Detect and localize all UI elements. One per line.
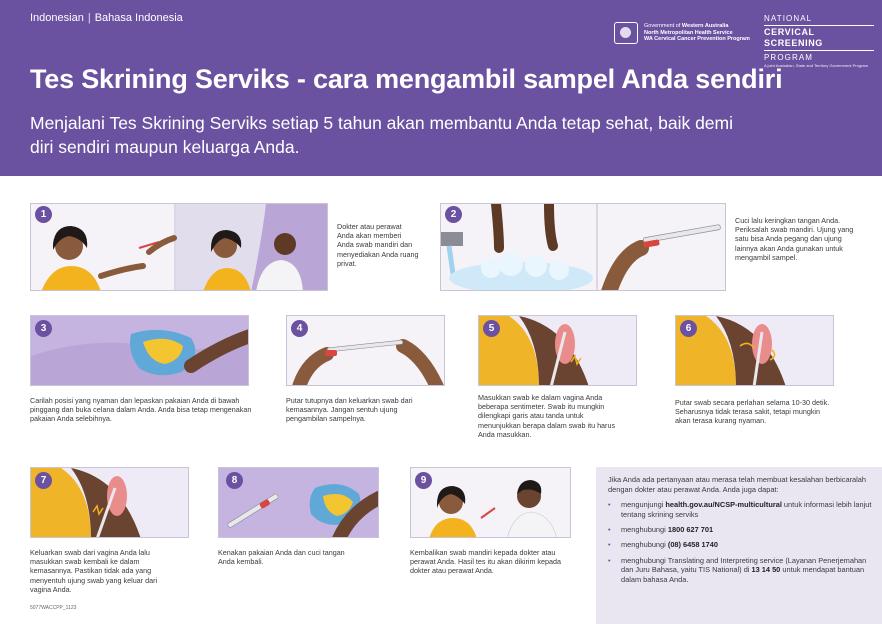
phone-number-1: 1800 627 701 — [667, 525, 714, 534]
program-logo: NATIONAL CERVICAL SCREENING PROGRAM A joint Australian, State and Territory Government Program — [764, 13, 874, 69]
step-4-scene — [287, 316, 445, 386]
step-6-caption: Putar swab secara perlahan selama 10-30 detik. Seharusnya tidak terasa sakit, tetapi mungkin akan terasa kurang nyaman. — [675, 398, 830, 426]
step-8-scene — [219, 468, 379, 538]
step-2-badge: 2 — [445, 206, 462, 223]
step-5-badge: 5 — [483, 320, 500, 337]
help-item-website: • mengunjungi health.gov.au/NCSP-multicultural untuk informasi lebih lanjut tentang skrining serviks — [608, 500, 872, 519]
step-7-caption: Keluarkan swab dari vagina Anda lalu masukkan swab kembali ke dalam kemasannya. Pastikan tidak ada yang menyentuh ujung swab yang keluar dari vagina Anda. — [30, 548, 158, 594]
step-9-badge: 9 — [415, 472, 432, 489]
step-4-badge: 4 — [291, 320, 308, 337]
help-item-tis: • menghubungi Translating and Interpreting service (Layanan Penerjemahan dan Juru Bahasa, yaitu TIS National) di 13 14 50 untuk mendapat bantuan dalam bahasa Anda. — [608, 556, 872, 584]
phone-number-2: (08) 6458 1740 — [667, 540, 718, 550]
step-6-badge: 6 — [680, 320, 697, 337]
step-5-caption: Masukkan swab ke dalam vagina Anda beberapa sentimeter. Swab itu mungkin dilengkapi garis atau tanda untuk menunjukkan berapa dalam swab itu harus Anda masukkan. — [478, 393, 616, 439]
help-info-box — [596, 467, 882, 624]
step-7-scene — [31, 468, 189, 538]
step-2-illustration — [440, 203, 726, 291]
step-1-badge: 1 — [35, 206, 52, 223]
page-title: Tes Skrining Serviks - cara mengambil sampel Anda sendiri — [30, 64, 783, 94]
step-4-illustration — [286, 315, 445, 386]
header-banner — [0, 0, 882, 176]
step-9-caption: Kembalikan swab mandiri kepada dokter atau perawat Anda. Hasil tes itu akan dikirim kepada dokter atau perawat Anda. — [410, 548, 562, 576]
step-9-illustration — [410, 467, 571, 538]
step-8-badge: 8 — [226, 472, 243, 489]
step-7-badge: 7 — [35, 472, 52, 489]
help-intro: Jika Anda ada pertanyaan atau merasa telah membuat kesalahan berbicaralah dengan dokter atau perawat Anda. Anda juga dapat: — [608, 475, 867, 494]
step-3-badge: 3 — [35, 320, 52, 337]
step-7-illustration — [30, 467, 189, 538]
step-6-illustration — [675, 315, 834, 386]
step-5-scene — [479, 316, 637, 386]
help-item-phone-2: • menghubungi (08) 6458 1740 — [608, 540, 872, 549]
step-9-scene — [411, 468, 571, 538]
step-8-caption: Kenakan pakaian Anda dan cuci tangan Anda kembali. — [218, 548, 345, 567]
document-code: 5077WACCPP_1123 — [30, 605, 77, 611]
help-list — [608, 500, 872, 584]
step-1-scene — [31, 204, 328, 291]
step-3-scene — [31, 316, 249, 386]
website-link[interactable]: health.gov.au/NCSP-multicultural — [665, 500, 782, 510]
help-item-phone-1: • menghubungi 1800 627 701 — [608, 525, 872, 534]
step-3-caption: Carilah posisi yang nyaman dan lepaskan pakaian Anda di bawah pinggang dan buka celana dalam Anda. Anda bisa tetap mengenakan pakaian Anda selebihnya. — [30, 396, 252, 424]
step-2-scene — [441, 204, 726, 291]
language-label: Indonesian | Bahasa Indonesia — [30, 12, 183, 24]
step-4-caption: Putar tutupnya dan keluarkan swab dari kemasannya. Jangan sentuh ujung pengambilan sampelnya. — [286, 396, 413, 424]
step-1-illustration — [30, 203, 328, 291]
step-3-illustration — [30, 315, 249, 386]
crest-icon — [614, 22, 638, 44]
step-2-caption: Cuci lalu keringkan tangan Anda. Periksalah swab mandiri. Ujung yang satu bisa Anda pegang dan ujung lainnya akan Anda gunakan untuk mengambil sampel. — [735, 216, 854, 262]
step-1-caption: Dokter atau perawat Anda akan memberi Anda swab mandiri dan menyediakan Anda ruang privat. — [337, 222, 419, 268]
phone-number-tis: 13 14 50 — [751, 565, 781, 575]
page-subtitle: Menjalani Tes Skrining Serviks setiap 5 tahun akan membantu Anda tetap sehat, baik demi diri sendiri maupun keluarga Anda. — [30, 113, 734, 157]
step-5-illustration — [478, 315, 637, 386]
government-logo: Government of Western Australia North Metropolitan Health Service WA Cervical Cancer Prevention Program — [614, 22, 750, 44]
step-6-scene — [676, 316, 834, 386]
